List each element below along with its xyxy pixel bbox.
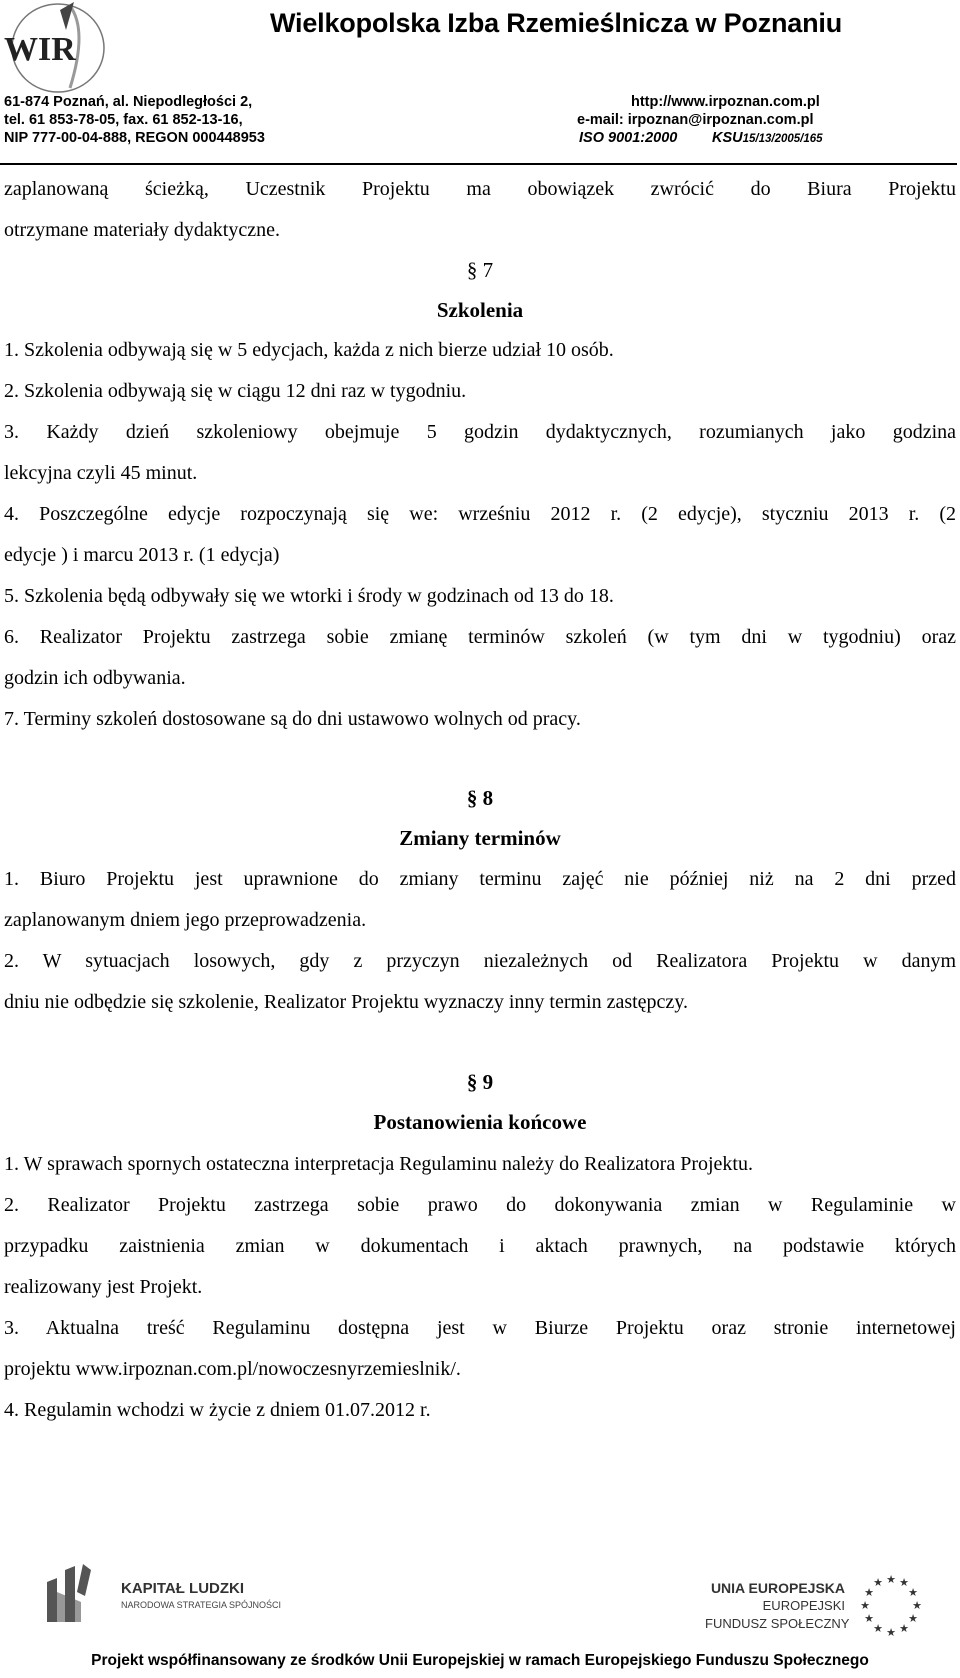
ue-line-3: FUNDUSZ SPOŁECZNY (705, 1616, 850, 1631)
svg-text:★: ★ (873, 1622, 883, 1635)
section-9-item-4: 4. Regulamin wchodzi w życie z dniem 01.07.2012 r. (4, 1399, 431, 1421)
section-8-item-2a: 2. W sytuacjach losowych, gdy z przyczyn niezależnych od Realizatora Projektu w danym (4, 950, 956, 972)
header-divider (0, 163, 957, 165)
kl-title: KAPITAŁ LUDZKI (121, 1580, 245, 1597)
section-8-number: § 8 (466, 786, 494, 810)
section-9-item-2c: realizowany jest Projekt. (4, 1276, 203, 1298)
ksu-label: KSU (712, 130, 743, 146)
svg-text:★: ★ (860, 1599, 870, 1612)
section-8-item-1b: zaplanowanym dniem jego przeprowadzenia. (4, 909, 367, 931)
section-7-number-value: 7 (482, 258, 494, 282)
svg-text:★: ★ (886, 1573, 896, 1586)
svg-text:★: ★ (899, 1576, 909, 1589)
address-line-1: 61-874 Poznań, al. Niepodległości 2, (4, 94, 253, 110)
section-9-title: Postanowienia końcowe (373, 1110, 587, 1134)
section-7-number: § 7 (466, 258, 494, 282)
ue-title: UNIA EUROPEJSKA (710, 1580, 845, 1596)
section-9-number: § 9 (466, 1070, 494, 1094)
wir-logo (0, 0, 110, 95)
address-line-2: tel. 61 853-78-05, fax. 61 852-13-16, (4, 112, 243, 128)
svg-text:★: ★ (908, 1612, 918, 1625)
section-9-number-value: 9 (482, 1070, 494, 1094)
svg-text:★: ★ (912, 1599, 922, 1612)
section-9-item-2b: przypadku zaistnienia zmian w dokumentach i aktach prawnych, na podstawie których (4, 1235, 956, 1257)
svg-text:★: ★ (899, 1622, 909, 1635)
kapital-ludzki-logo (45, 1562, 282, 1632)
section-7-item-6b: godzin ich odbywania. (4, 667, 186, 689)
section-7-item-6a: 6. Realizator Projektu zastrzega sobie zmianę terminów szkoleń (w tym dni w tygodniu) oraz (4, 626, 956, 648)
ksu-cert (712, 130, 823, 146)
section-7-item-5: 5. Szkolenia będą odbywały się we wtorki i środy w godzinach od 13 do 18. (4, 585, 614, 607)
ue-line-2: EUROPEJSKI (762, 1598, 845, 1613)
svg-text:★: ★ (864, 1586, 874, 1599)
eu-stars-icon (855, 1570, 927, 1642)
section-9-item-1: 1. W sprawach spornych ostateczna interpretacja Regulaminu należy do Realizatora Projektu. (4, 1153, 753, 1175)
logo-text: WIR (4, 31, 76, 68)
email-link[interactable]: e-mail: irpoznan@irpoznan.com.pl (577, 112, 814, 128)
footer-cofinancing-note: Projekt współfinansowany ze środków Unii Europejskiej w ramach Europejskiego Funduszu Społecznego (91, 1652, 869, 1669)
section-7-item-4b: edycje ) i marcu 2013 r. (1 edycja) (4, 544, 280, 566)
website-link[interactable]: http://www.irpoznan.com.pl (631, 94, 820, 110)
section-7-item-4a: 4. Poszczególne edycje rozpoczynają się we: wrześniu 2012 r. (2 edycje), styczniu 2013 r. (2 (4, 503, 956, 525)
svg-text:★: ★ (873, 1576, 883, 1589)
section-8-title: Zmiany terminów (399, 826, 561, 850)
address-line-3: NIP 777-00-04-888, REGON 000448953 (4, 130, 265, 146)
iso-cert: ISO 9001:2000 (579, 130, 678, 146)
section-8-item-1a: 1. Biuro Projektu jest uprawnione do zmiany terminu zajęć nie później niż na 2 dni przed (4, 868, 956, 890)
section-7-item-3b: lekcyjna czyli 45 minut. (4, 462, 198, 484)
section-7-title: Szkolenia (436, 298, 524, 322)
section-7-item-7: 7. Terminy szkoleń dostosowane są do dni ustawowo wolnych od pracy. (4, 708, 581, 730)
section-7-item-3a: 3. Każdy dzień szkoleniowy obejmuje 5 godzin dydaktycznych, rozumianych jako godzina (4, 421, 956, 443)
svg-text:★: ★ (886, 1626, 896, 1639)
section-7-item-1: 1. Szkolenia odbywają się w 5 edycjach, każda z nich bierze udział 10 osób. (4, 339, 614, 361)
kl-subtitle: NARODOWA STRATEGIA SPÓJNOŚCI (121, 1600, 282, 1610)
section-8-item-2b: dniu nie odbędzie się szkolenie, Realizator Projektu wyznaczy inny termin zastępczy. (4, 991, 689, 1013)
section-9-item-3b: projektu www.irpoznan.com.pl/nowoczesnyrzemieslnik/. (4, 1358, 461, 1380)
section-7-item-2: 2. Szkolenia odbywają się w ciągu 12 dni raz w tygodniu. (4, 380, 467, 402)
section-8-number-value: 8 (482, 786, 494, 810)
section-9-item-2a: 2. Realizator Projektu zastrzega sobie prawo do dokonywania zmian w Regulaminie w (4, 1194, 956, 1216)
svg-text:★: ★ (864, 1612, 874, 1625)
intro-line-2: otrzymane materiały dydaktyczne. (4, 219, 280, 241)
svg-text:★: ★ (908, 1586, 918, 1599)
intro-line-1: zaplanowaną ścieżką, Uczestnik Projektu ma obowiązek zwrócić do Biura Projektu (4, 178, 956, 200)
organization-title: Wielkopolska Izba Rzemieślnicza w Poznaniu (270, 8, 843, 38)
ksu-number: 15/13/2005/165 (742, 133, 823, 145)
section-9-item-3a: 3. Aktualna treść Regulaminu dostępna jest w Biurze Projektu oraz stronie internetowej (4, 1317, 956, 1339)
